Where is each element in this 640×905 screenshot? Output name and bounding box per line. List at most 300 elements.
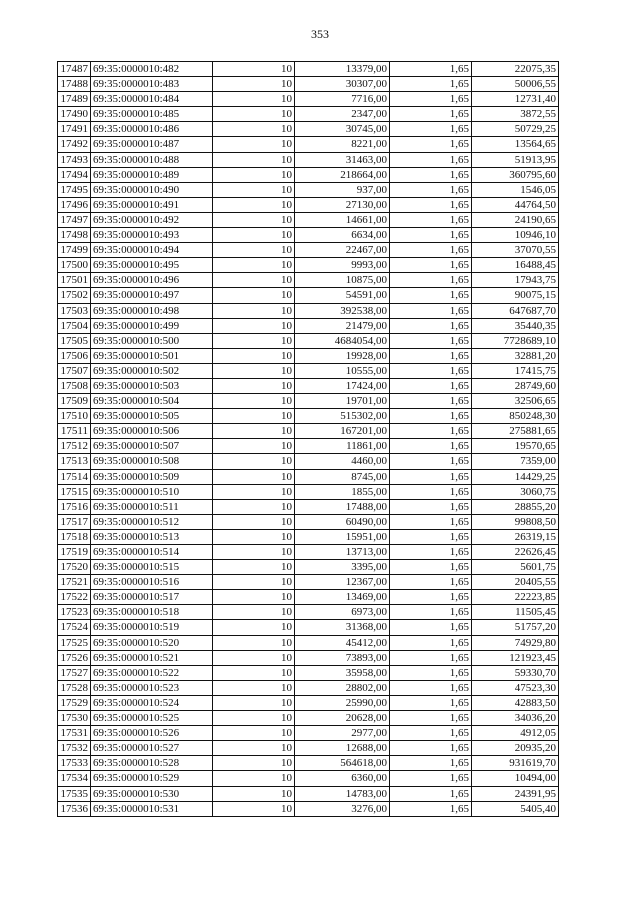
cadastral-number-cell: 69:35:0000010:491: [91, 197, 213, 212]
category-cell: 10: [213, 363, 295, 378]
value-cell: 32881,20: [472, 348, 559, 363]
table-row: [58, 469, 559, 484]
area-cell: 6973,00: [295, 605, 390, 620]
rate-cell: 1,65: [390, 680, 472, 695]
cadastral-number-cell: 69:35:0000010:495: [91, 258, 213, 273]
table-row: [58, 499, 559, 514]
rate-cell: 1,65: [390, 756, 472, 771]
value-cell: 50006,55: [472, 77, 559, 92]
row-number-cell: 17509: [58, 394, 91, 409]
area-cell: 8221,00: [295, 137, 390, 152]
table-row: [58, 378, 559, 393]
value-cell: 360795,60: [472, 167, 559, 182]
table-row: [58, 590, 559, 605]
cadastral-number-cell: 69:35:0000010:498: [91, 303, 213, 318]
cadastral-number-cell: 69:35:0000010:513: [91, 529, 213, 544]
value-cell: 90075,15: [472, 288, 559, 303]
category-cell: 10: [213, 560, 295, 575]
rate-cell: 1,65: [390, 545, 472, 560]
table-row: [58, 243, 559, 258]
rate-cell: 1,65: [390, 333, 472, 348]
category-cell: 10: [213, 650, 295, 665]
cadastral-number-cell: 69:35:0000010:487: [91, 137, 213, 152]
cadastral-number-cell: 69:35:0000010:494: [91, 243, 213, 258]
rate-cell: 1,65: [390, 590, 472, 605]
rate-cell: 1,65: [390, 635, 472, 650]
area-cell: 8745,00: [295, 469, 390, 484]
cadastral-number-cell: 69:35:0000010:501: [91, 348, 213, 363]
area-cell: 6360,00: [295, 771, 390, 786]
cadastral-number-cell: 69:35:0000010:530: [91, 786, 213, 801]
rate-cell: 1,65: [390, 107, 472, 122]
area-cell: 12367,00: [295, 575, 390, 590]
table-row: [58, 695, 559, 710]
value-cell: 647687,70: [472, 303, 559, 318]
cadastral-number-cell: 69:35:0000010:489: [91, 167, 213, 182]
cadastral-number-cell: 69:35:0000010:490: [91, 182, 213, 197]
table-row: [58, 680, 559, 695]
rate-cell: 1,65: [390, 726, 472, 741]
table-row: [58, 363, 559, 378]
table-row: [58, 620, 559, 635]
area-cell: 19928,00: [295, 348, 390, 363]
area-cell: 30307,00: [295, 77, 390, 92]
area-cell: 35958,00: [295, 665, 390, 680]
category-cell: 10: [213, 590, 295, 605]
value-cell: 13564,65: [472, 137, 559, 152]
row-number-cell: 17535: [58, 786, 91, 801]
rate-cell: 1,65: [390, 786, 472, 801]
area-cell: 218664,00: [295, 167, 390, 182]
category-cell: 10: [213, 137, 295, 152]
area-cell: 21479,00: [295, 318, 390, 333]
value-cell: 10946,10: [472, 228, 559, 243]
cadastral-number-cell: 69:35:0000010:500: [91, 333, 213, 348]
rate-cell: 1,65: [390, 711, 472, 726]
value-cell: 24190,65: [472, 212, 559, 227]
value-cell: 7359,00: [472, 454, 559, 469]
category-cell: 10: [213, 378, 295, 393]
value-cell: 47523,30: [472, 680, 559, 695]
table-row: [58, 318, 559, 333]
table-row: [58, 560, 559, 575]
value-cell: 20935,20: [472, 741, 559, 756]
area-cell: 937,00: [295, 182, 390, 197]
area-cell: 6634,00: [295, 228, 390, 243]
row-number-cell: 17532: [58, 741, 91, 756]
table-row: [58, 212, 559, 227]
value-cell: 28855,20: [472, 499, 559, 514]
area-cell: 515302,00: [295, 409, 390, 424]
rate-cell: 1,65: [390, 378, 472, 393]
value-cell: 51757,20: [472, 620, 559, 635]
cadastral-number-cell: 69:35:0000010:528: [91, 756, 213, 771]
area-cell: 392538,00: [295, 303, 390, 318]
category-cell: 10: [213, 529, 295, 544]
cadastral-number-cell: 69:35:0000010:514: [91, 545, 213, 560]
rate-cell: 1,65: [390, 499, 472, 514]
table-row: [58, 258, 559, 273]
category-cell: 10: [213, 348, 295, 363]
table-row: [58, 409, 559, 424]
area-cell: 19701,00: [295, 394, 390, 409]
area-cell: 10875,00: [295, 273, 390, 288]
area-cell: 17424,00: [295, 378, 390, 393]
rate-cell: 1,65: [390, 77, 472, 92]
row-number-cell: 17527: [58, 665, 91, 680]
table-row: [58, 137, 559, 152]
value-cell: 931619,70: [472, 756, 559, 771]
rate-cell: 1,65: [390, 303, 472, 318]
rate-cell: 1,65: [390, 741, 472, 756]
rate-cell: 1,65: [390, 92, 472, 107]
row-number-cell: 17507: [58, 363, 91, 378]
value-cell: 5601,75: [472, 560, 559, 575]
row-number-cell: 17510: [58, 409, 91, 424]
cadastral-number-cell: 69:35:0000010:482: [91, 62, 213, 77]
value-cell: 850248,30: [472, 409, 559, 424]
cadastral-number-cell: 69:35:0000010:515: [91, 560, 213, 575]
row-number-cell: 17530: [58, 711, 91, 726]
table-row: [58, 273, 559, 288]
row-number-cell: 17523: [58, 605, 91, 620]
row-number-cell: 17512: [58, 439, 91, 454]
cadastral-number-cell: 69:35:0000010:504: [91, 394, 213, 409]
area-cell: 167201,00: [295, 424, 390, 439]
category-cell: 10: [213, 212, 295, 227]
value-cell: 121923,45: [472, 650, 559, 665]
rate-cell: 1,65: [390, 695, 472, 710]
rate-cell: 1,65: [390, 62, 472, 77]
rate-cell: 1,65: [390, 469, 472, 484]
area-cell: 73893,00: [295, 650, 390, 665]
rate-cell: 1,65: [390, 801, 472, 816]
area-cell: 564618,00: [295, 756, 390, 771]
area-cell: 13713,00: [295, 545, 390, 560]
table-row: [58, 197, 559, 212]
category-cell: 10: [213, 167, 295, 182]
cadastral-number-cell: 69:35:0000010:510: [91, 484, 213, 499]
value-cell: 3060,75: [472, 484, 559, 499]
category-cell: 10: [213, 197, 295, 212]
area-cell: 20628,00: [295, 711, 390, 726]
value-cell: 26319,15: [472, 529, 559, 544]
area-cell: 13379,00: [295, 62, 390, 77]
table-row: [58, 333, 559, 348]
row-number-cell: 17492: [58, 137, 91, 152]
value-cell: 42883,50: [472, 695, 559, 710]
cadastral-number-cell: 69:35:0000010:493: [91, 228, 213, 243]
cadastral-number-cell: 69:35:0000010:518: [91, 605, 213, 620]
category-cell: 10: [213, 680, 295, 695]
cadastral-number-cell: 69:35:0000010:483: [91, 77, 213, 92]
rate-cell: 1,65: [390, 167, 472, 182]
rate-cell: 1,65: [390, 409, 472, 424]
table-row: [58, 741, 559, 756]
row-number-cell: 17505: [58, 333, 91, 348]
value-cell: 34036,20: [472, 711, 559, 726]
table-row: [58, 288, 559, 303]
category-cell: 10: [213, 605, 295, 620]
area-cell: 13469,00: [295, 590, 390, 605]
category-cell: 10: [213, 228, 295, 243]
row-number-cell: 17534: [58, 771, 91, 786]
row-number-cell: 17520: [58, 560, 91, 575]
table-row: [58, 665, 559, 680]
value-cell: 35440,35: [472, 318, 559, 333]
category-cell: 10: [213, 499, 295, 514]
area-cell: 4684054,00: [295, 333, 390, 348]
rate-cell: 1,65: [390, 363, 472, 378]
cadastral-number-cell: 69:35:0000010:524: [91, 695, 213, 710]
table-row: [58, 394, 559, 409]
table-row: [58, 635, 559, 650]
rate-cell: 1,65: [390, 318, 472, 333]
category-cell: 10: [213, 424, 295, 439]
area-cell: 60490,00: [295, 514, 390, 529]
value-cell: 17943,75: [472, 273, 559, 288]
rate-cell: 1,65: [390, 484, 472, 499]
area-cell: 3395,00: [295, 560, 390, 575]
rate-cell: 1,65: [390, 288, 472, 303]
table-row: [58, 529, 559, 544]
area-cell: 14783,00: [295, 786, 390, 801]
value-cell: 1546,05: [472, 182, 559, 197]
row-number-cell: 17504: [58, 318, 91, 333]
cadastral-number-cell: 69:35:0000010:507: [91, 439, 213, 454]
category-cell: 10: [213, 711, 295, 726]
rate-cell: 1,65: [390, 529, 472, 544]
row-number-cell: 17495: [58, 182, 91, 197]
table-row: [58, 424, 559, 439]
category-cell: 10: [213, 771, 295, 786]
category-cell: 10: [213, 122, 295, 137]
value-cell: 275881,65: [472, 424, 559, 439]
row-number-cell: 17536: [58, 801, 91, 816]
cadastral-number-cell: 69:35:0000010:496: [91, 273, 213, 288]
table-row: [58, 303, 559, 318]
cadastral-number-cell: 69:35:0000010:509: [91, 469, 213, 484]
rate-cell: 1,65: [390, 771, 472, 786]
category-cell: 10: [213, 695, 295, 710]
cadastral-number-cell: 69:35:0000010:531: [91, 801, 213, 816]
category-cell: 10: [213, 92, 295, 107]
area-cell: 54591,00: [295, 288, 390, 303]
row-number-cell: 17508: [58, 378, 91, 393]
cadastral-number-cell: 69:35:0000010:525: [91, 711, 213, 726]
table-row: [58, 726, 559, 741]
category-cell: 10: [213, 318, 295, 333]
row-number-cell: 17533: [58, 756, 91, 771]
table-row: [58, 92, 559, 107]
cadastral-number-cell: 69:35:0000010:517: [91, 590, 213, 605]
value-cell: 4912,05: [472, 726, 559, 741]
cadastral-number-cell: 69:35:0000010:499: [91, 318, 213, 333]
category-cell: 10: [213, 756, 295, 771]
value-cell: 22626,45: [472, 545, 559, 560]
rate-cell: 1,65: [390, 439, 472, 454]
rate-cell: 1,65: [390, 620, 472, 635]
row-number-cell: 17501: [58, 273, 91, 288]
value-cell: 7728689,10: [472, 333, 559, 348]
area-cell: 22467,00: [295, 243, 390, 258]
area-cell: 25990,00: [295, 695, 390, 710]
rate-cell: 1,65: [390, 197, 472, 212]
cadastral-number-cell: 69:35:0000010:508: [91, 454, 213, 469]
table-row: [58, 650, 559, 665]
table-row: [58, 152, 559, 167]
category-cell: 10: [213, 77, 295, 92]
area-cell: 45412,00: [295, 635, 390, 650]
row-number-cell: 17491: [58, 122, 91, 137]
rate-cell: 1,65: [390, 122, 472, 137]
row-number-cell: 17513: [58, 454, 91, 469]
area-cell: 2977,00: [295, 726, 390, 741]
row-number-cell: 17519: [58, 545, 91, 560]
category-cell: 10: [213, 303, 295, 318]
rate-cell: 1,65: [390, 514, 472, 529]
value-cell: 22223,85: [472, 590, 559, 605]
cadastral-number-cell: 69:35:0000010:519: [91, 620, 213, 635]
area-cell: 2347,00: [295, 107, 390, 122]
cadastral-number-cell: 69:35:0000010:511: [91, 499, 213, 514]
rate-cell: 1,65: [390, 273, 472, 288]
cadastral-number-cell: 69:35:0000010:527: [91, 741, 213, 756]
area-cell: 3276,00: [295, 801, 390, 816]
value-cell: 14429,25: [472, 469, 559, 484]
rate-cell: 1,65: [390, 665, 472, 680]
rate-cell: 1,65: [390, 560, 472, 575]
row-number-cell: 17496: [58, 197, 91, 212]
area-cell: 1855,00: [295, 484, 390, 499]
category-cell: 10: [213, 439, 295, 454]
rate-cell: 1,65: [390, 575, 472, 590]
cadastral-number-cell: 69:35:0000010:486: [91, 122, 213, 137]
cadastral-number-cell: 69:35:0000010:502: [91, 363, 213, 378]
cadastral-number-cell: 69:35:0000010:488: [91, 152, 213, 167]
cadastral-number-cell: 69:35:0000010:512: [91, 514, 213, 529]
area-cell: 10555,00: [295, 363, 390, 378]
rate-cell: 1,65: [390, 650, 472, 665]
rate-cell: 1,65: [390, 424, 472, 439]
value-cell: 20405,55: [472, 575, 559, 590]
area-cell: 9993,00: [295, 258, 390, 273]
row-number-cell: 17516: [58, 499, 91, 514]
rate-cell: 1,65: [390, 394, 472, 409]
row-number-cell: 17489: [58, 92, 91, 107]
area-cell: 14661,00: [295, 212, 390, 227]
value-cell: 16488,45: [472, 258, 559, 273]
cadastral-number-cell: 69:35:0000010:485: [91, 107, 213, 122]
row-number-cell: 17518: [58, 529, 91, 544]
table-row: [58, 605, 559, 620]
rate-cell: 1,65: [390, 243, 472, 258]
row-number-cell: 17503: [58, 303, 91, 318]
value-cell: 17415,75: [472, 363, 559, 378]
rate-cell: 1,65: [390, 152, 472, 167]
category-cell: 10: [213, 409, 295, 424]
category-cell: 10: [213, 726, 295, 741]
cadastral-number-cell: 69:35:0000010:497: [91, 288, 213, 303]
row-number-cell: 17506: [58, 348, 91, 363]
value-cell: 51913,95: [472, 152, 559, 167]
value-cell: 50729,25: [472, 122, 559, 137]
rate-cell: 1,65: [390, 182, 472, 197]
table-row: [58, 439, 559, 454]
row-number-cell: 17487: [58, 62, 91, 77]
value-cell: 12731,40: [472, 92, 559, 107]
value-cell: 24391,95: [472, 786, 559, 801]
area-cell: 15951,00: [295, 529, 390, 544]
row-number-cell: 17493: [58, 152, 91, 167]
rate-cell: 1,65: [390, 605, 472, 620]
cadastral-number-cell: 69:35:0000010:503: [91, 378, 213, 393]
category-cell: 10: [213, 258, 295, 273]
category-cell: 10: [213, 514, 295, 529]
category-cell: 10: [213, 107, 295, 122]
rate-cell: 1,65: [390, 228, 472, 243]
value-cell: 19570,65: [472, 439, 559, 454]
value-cell: 28749,60: [472, 378, 559, 393]
area-cell: 31368,00: [295, 620, 390, 635]
table-body: [58, 62, 559, 817]
category-cell: 10: [213, 243, 295, 258]
value-cell: 11505,45: [472, 605, 559, 620]
table-row: [58, 801, 559, 816]
value-cell: 32506,65: [472, 394, 559, 409]
cadastral-number-cell: 69:35:0000010:521: [91, 650, 213, 665]
row-number-cell: 17517: [58, 514, 91, 529]
category-cell: 10: [213, 62, 295, 77]
category-cell: 10: [213, 801, 295, 816]
category-cell: 10: [213, 333, 295, 348]
category-cell: 10: [213, 665, 295, 680]
category-cell: 10: [213, 575, 295, 590]
category-cell: 10: [213, 635, 295, 650]
page-number: 353: [311, 27, 329, 41]
cadastral-number-cell: 69:35:0000010:526: [91, 726, 213, 741]
value-cell: 74929,80: [472, 635, 559, 650]
cadastral-number-cell: 69:35:0000010:484: [91, 92, 213, 107]
row-number-cell: 17494: [58, 167, 91, 182]
area-cell: 12688,00: [295, 741, 390, 756]
value-cell: 3872,55: [472, 107, 559, 122]
table-row: [58, 484, 559, 499]
table-row: [58, 575, 559, 590]
row-number-cell: 17498: [58, 228, 91, 243]
rate-cell: 1,65: [390, 212, 472, 227]
table-row: [58, 228, 559, 243]
table-row: [58, 771, 559, 786]
cadastral-number-cell: 69:35:0000010:506: [91, 424, 213, 439]
cadastral-number-cell: 69:35:0000010:505: [91, 409, 213, 424]
row-number-cell: 17531: [58, 726, 91, 741]
table-row: [58, 786, 559, 801]
cadastral-table: [57, 61, 559, 817]
row-number-cell: 17521: [58, 575, 91, 590]
table-row: [58, 514, 559, 529]
cadastral-number-cell: 69:35:0000010:520: [91, 635, 213, 650]
row-number-cell: 17522: [58, 590, 91, 605]
row-number-cell: 17525: [58, 635, 91, 650]
cadastral-number-cell: 69:35:0000010:529: [91, 771, 213, 786]
value-cell: 5405,40: [472, 801, 559, 816]
value-cell: 44764,50: [472, 197, 559, 212]
value-cell: 10494,00: [472, 771, 559, 786]
row-number-cell: 17529: [58, 695, 91, 710]
table-row: [58, 77, 559, 92]
area-cell: 11861,00: [295, 439, 390, 454]
